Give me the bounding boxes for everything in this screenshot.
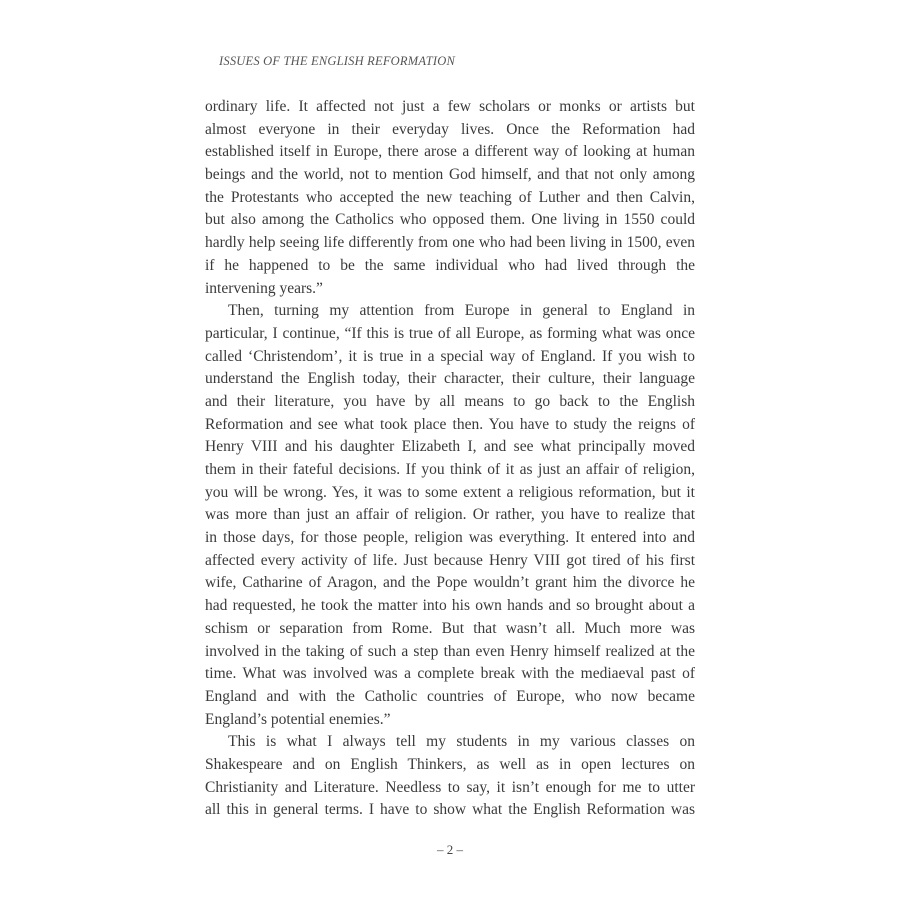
- text-line: This is what I always tell my students in my various classes on: [228, 733, 695, 751]
- text-line: established itself in Europe, there arose a different way of looking at human: [205, 143, 695, 161]
- text-line: Henry VIII and his daughter Elizabeth I, and see what principally moved: [205, 438, 695, 456]
- text-line: called ‘Christendom’, it is true in a special way of England. If you wish to: [205, 347, 695, 365]
- text-line: Christianity and Literature. Needless to say, it isn’t enough for me to utter: [205, 778, 695, 796]
- paragraph: [205, 731, 695, 822]
- text-line: particular, I continue, “If this is true of all Europe, as forming what was once: [205, 324, 695, 342]
- text-line: if he happened to be the same individual who had lived through the: [205, 256, 695, 274]
- text-line: the Protestants who accepted the new teaching of Luther and then Calvin,: [205, 188, 695, 206]
- text-line: involved in the taking of such a step than even Henry himself realized at the: [205, 642, 695, 660]
- text-line: Shakespeare and on English Thinkers, as well as in open lectures on: [205, 755, 695, 773]
- paragraph: [205, 300, 695, 731]
- page-number: – 2 –: [437, 842, 463, 857]
- text-line: ordinary life. It affected not just a few scholars or monks or artists but: [205, 98, 695, 115]
- text-line: was more than just an affair of religion. Or rather, you have to realize that: [205, 506, 695, 524]
- text-line: in those days, for those people, religion was everything. It entered into and: [205, 529, 695, 547]
- text-line: England and with the Catholic countries of Europe, who now became: [205, 687, 695, 705]
- text-line: time. What was involved was a complete break with the mediaeval past of: [205, 665, 695, 683]
- text-line: almost everyone in their everyday lives. Once the Reformation had: [205, 120, 695, 138]
- text-line: them in their fateful decisions. If you think of it as just an affair of religion,: [205, 461, 695, 478]
- text-line: wife, Catharine of Aragon, and the Pope wouldn’t grant him the divorce he: [205, 574, 695, 592]
- text-line: Then, turning my attention from Europe in general to England in: [228, 302, 695, 320]
- text-line: but also among the Catholics who opposed them. One living in 1550 could: [205, 211, 695, 229]
- text-line: intervening years.”: [205, 279, 323, 297]
- text-line: all this in general terms. I have to show what the English Reformation was: [205, 801, 695, 819]
- text-line: beings and the world, not to mention God himself, and that not only among: [205, 166, 695, 184]
- text-line: had requested, he took the matter into his own hands and so brought about a: [205, 597, 695, 615]
- text-line: understand the English today, their character, their culture, their language: [205, 370, 695, 388]
- text-line: affected every activity of life. Just because Henry VIII got tired of his first: [205, 551, 695, 569]
- text-line: Reformation and see what took place then. You have to study the reigns of: [205, 415, 695, 433]
- text-line: and their literature, you have by all means to go back to the English: [205, 392, 695, 410]
- body-text: [205, 96, 695, 822]
- text-line: you will be wrong. Yes, it was to some extent a religious reformation, but it: [205, 483, 695, 501]
- paragraph: [205, 96, 695, 300]
- text-line: England’s potential enemies.”: [205, 710, 391, 728]
- text-line: schism or separation from Rome. But that wasn’t all. Much more was: [205, 619, 695, 637]
- running-head: ISSUES OF THE ENGLISH REFORMATION: [219, 54, 455, 68]
- text-line: hardly help seeing life differently from one who had been living in 1500, even: [205, 234, 695, 252]
